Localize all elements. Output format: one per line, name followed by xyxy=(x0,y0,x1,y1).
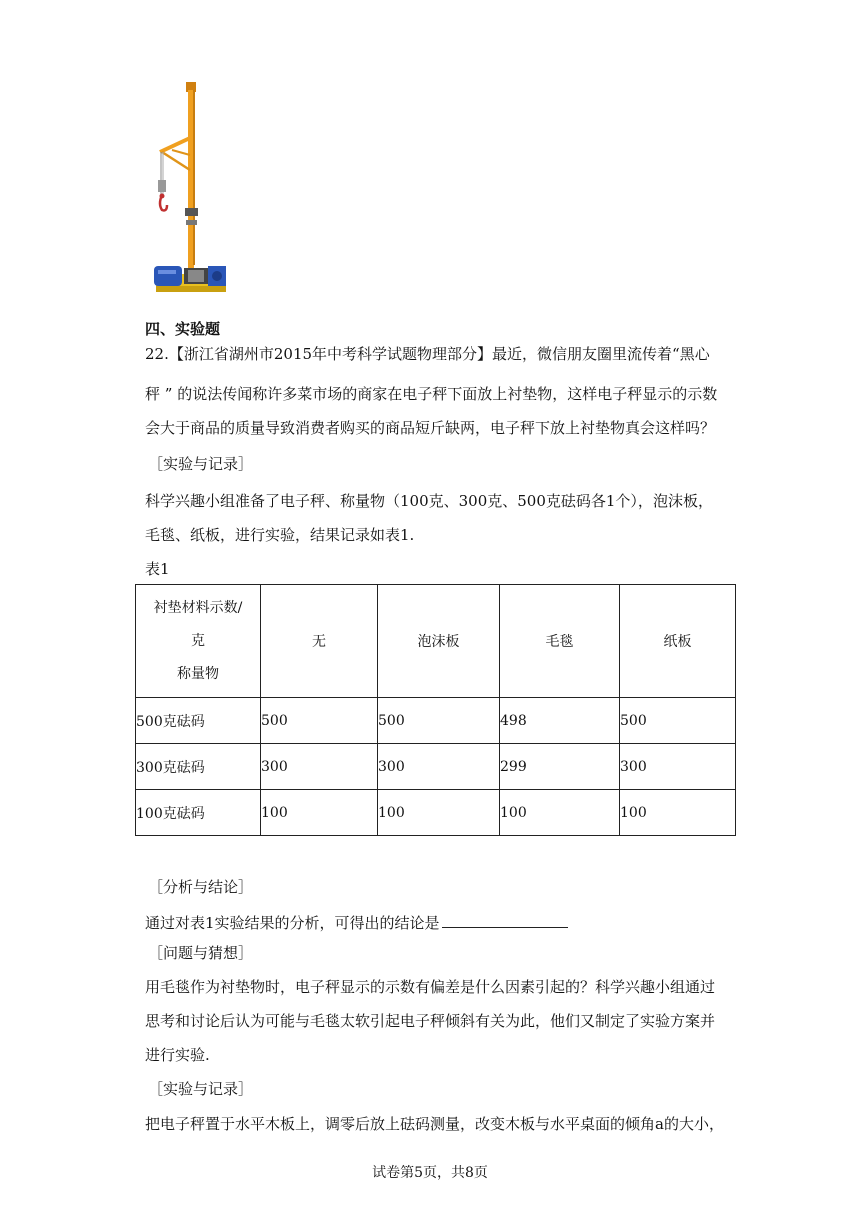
result-table xyxy=(135,584,736,836)
table-cell: 300 xyxy=(620,744,736,790)
table-row xyxy=(136,744,736,790)
corner-line-1: 衬垫材料示数/ xyxy=(153,599,243,616)
page-footer: 试卷第5页，共8页 xyxy=(372,1165,488,1181)
table-row xyxy=(136,698,736,744)
table-caption: 表1 xyxy=(145,560,170,578)
analysis-line-9: 进行实验. xyxy=(145,1046,210,1064)
table-cell: 300 xyxy=(378,744,500,790)
row-label: 500克砝码 xyxy=(136,698,261,744)
table-cell: 500 xyxy=(261,698,378,744)
table-cell: 100 xyxy=(620,790,736,836)
row-label: 100克砝码 xyxy=(136,790,261,836)
crane-hoist-illustration xyxy=(150,80,230,300)
table-cell: 299 xyxy=(500,744,620,790)
table-cell: 500 xyxy=(620,698,736,744)
answer-blank[interactable] xyxy=(442,913,568,928)
table-cell: 100 xyxy=(500,790,620,836)
table-cell: 300 xyxy=(261,744,378,790)
table-cell: 100 xyxy=(261,790,378,836)
analysis-line-8: 思考和讨论后认为可能与毛毯太软引起电子秤倾斜有关为此，他们又制定了实验方案并 xyxy=(145,1012,716,1030)
corner-line-2: 克 xyxy=(191,632,205,649)
analysis-line-10: 把电子秤置于水平木板上，调零后放上砝码测量，改变木板与水平桌面的倾角a的大小， xyxy=(145,1115,724,1133)
conclusion-prompt: 通过对表1实验结果的分析，可得出的结论是 xyxy=(145,914,440,932)
section-title: 四、实验题 xyxy=(145,320,221,338)
table-cell: 498 xyxy=(500,698,620,744)
column-header-foam-board: 泡沫板 xyxy=(378,585,500,698)
column-header-blanket: 毛毯 xyxy=(500,585,620,698)
table-header-row xyxy=(136,585,736,698)
table-cell: 100 xyxy=(378,790,500,836)
bracket-analysis-conclusion: ［分析与结论］ xyxy=(148,878,254,896)
question-line-2: 秤 ” 的说法传闻称许多菜市场的商家在电子秤下面放上衬垫物，这样电子秤显示的示数 xyxy=(145,385,718,403)
table-corner-cell xyxy=(136,585,261,698)
question-line-3: 会大于商品的质量导致消费者购买的商品短斤缺两，电子秤下放上衬垫物真会这样吗？ xyxy=(145,419,716,437)
corner-line-3: 称量物 xyxy=(177,665,219,682)
table-row xyxy=(136,790,736,836)
conclusion-line xyxy=(145,912,568,933)
bracket-experiment-record: ［实验与记录］ xyxy=(148,455,254,473)
column-header-cardboard: 纸板 xyxy=(620,585,736,698)
column-header-none: 无 xyxy=(261,585,378,698)
question-line-4: 科学兴趣小组准备了电子秤、称量物（100克、300克、500克砝码各1个），泡沫板， xyxy=(145,492,713,510)
question-line-1: 22.【浙江省湖州市2015年中考科学试题物理部分】最近，微信朋友圈里流传着“黑心 xyxy=(145,345,710,363)
table-cell: 500 xyxy=(378,698,500,744)
bracket-question-hypothesis: ［问题与猜想］ xyxy=(148,944,254,962)
question-line-5: 毛毯、纸板，进行实验，结果记录如表1. xyxy=(145,526,415,544)
bracket-experiment-record-2: ［实验与记录］ xyxy=(148,1080,254,1098)
row-label: 300克砝码 xyxy=(136,744,261,790)
analysis-line-7: 用毛毯作为衬垫物时，电子秤显示的示数有偏差是什么因素引起的？科学兴趣小组通过 xyxy=(145,978,716,996)
